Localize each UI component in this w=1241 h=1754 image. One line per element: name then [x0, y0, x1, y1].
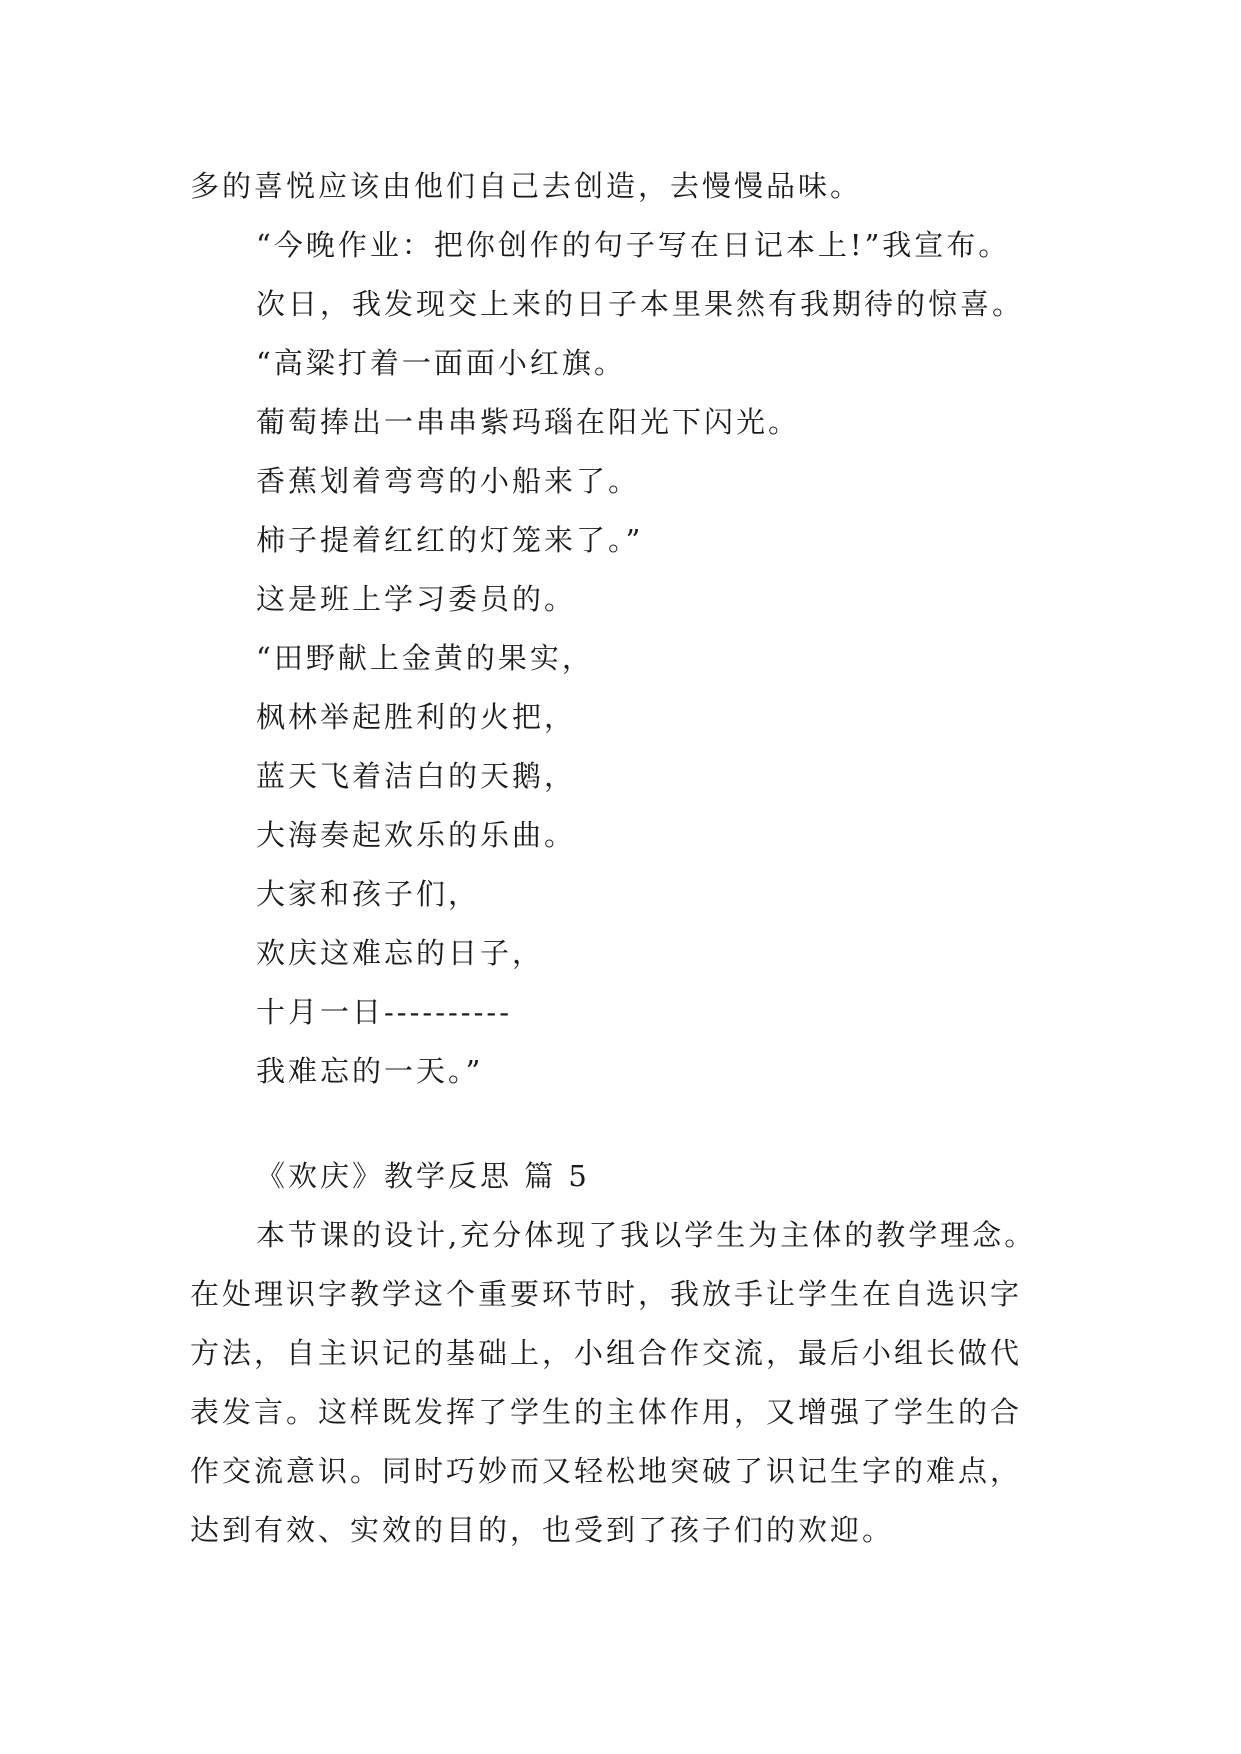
- text-line: 次日，我发现交上来的日子本里果然有我期待的惊喜。: [256, 287, 1025, 321]
- text-line: 葡萄捧出一串串紫玛瑙在阳光下闪光。: [256, 405, 801, 439]
- paragraph-line: 本节课的设计,充分体现了我以学生为主体的教学理念。: [256, 1218, 1037, 1252]
- text-line: 十月一日----------: [256, 995, 512, 1029]
- text-line: 大家和孩子们，: [256, 877, 481, 911]
- text-line: 蓝天飞着洁白的天鹅，: [256, 759, 577, 793]
- text-line: 多的喜悦应该由他们自己去创造，去慢慢品味。: [190, 169, 863, 203]
- paragraph-line: 方法，自主识记的基础上，小组合作交流，最后小组长做代: [190, 1336, 1023, 1370]
- text-line: 大海奏起欢乐的乐曲。: [256, 818, 577, 852]
- paragraph-line: 表发言。这样既发挥了学生的主体作用，又增强了学生的合: [190, 1395, 1023, 1429]
- paragraph-line: 在处理识字教学这个重要环节时，我放手让学生在自选识字: [190, 1277, 1023, 1311]
- text-line: 欢庆这难忘的日子，: [256, 936, 545, 970]
- text-line: 我难忘的一天。”: [256, 1054, 484, 1088]
- text-line: “高粱打着一面面小红旗。: [256, 346, 626, 380]
- paragraph-line: 作交流意识。同时巧妙而又轻松地突破了识记生字的难点，: [190, 1454, 1023, 1488]
- text-line: 这是班上学习委员的。: [256, 582, 577, 616]
- text-line: 香蕉划着弯弯的小船来了。: [256, 464, 641, 498]
- text-line: “今晚作业：把你创作的句子写在日记本上!”我宣布。: [256, 228, 1011, 262]
- section-heading: 《欢庆》教学反思 篇 5: [256, 1159, 590, 1193]
- text-line: 枫林举起胜利的火把，: [256, 700, 577, 734]
- text-line: 柿子提着红红的灯笼来了。”: [256, 523, 644, 557]
- paragraph-line: 达到有效、实效的目的，也受到了孩子们的欢迎。: [190, 1513, 895, 1547]
- text-line: “田野献上金黄的果实，: [256, 641, 594, 675]
